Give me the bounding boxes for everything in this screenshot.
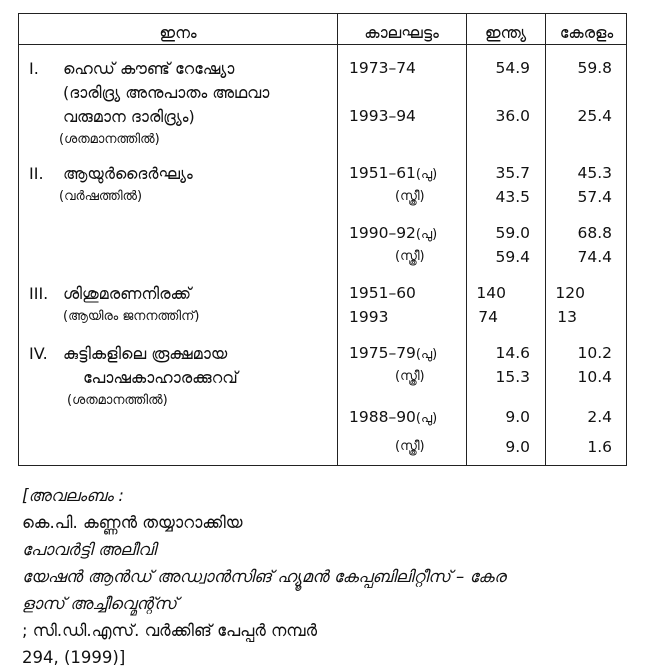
- period-cell: 1988–90(പു): [349, 408, 438, 426]
- kerala-value: 25.4: [577, 107, 612, 125]
- period-cell: 1973–74: [349, 59, 416, 77]
- section-title: ആയുർദൈർഘ്യം: [63, 164, 193, 183]
- india-value: 15.3: [495, 368, 530, 386]
- india-value: 54.9: [495, 59, 530, 77]
- gender-cell: (സ്ത്രീ): [395, 249, 425, 264]
- india-value: 140: [476, 284, 506, 302]
- header-item: ഇനം: [159, 23, 197, 42]
- kerala-value: 68.8: [577, 224, 612, 242]
- kerala-value: 13: [557, 308, 577, 326]
- period-cell: 1993: [349, 308, 389, 326]
- kerala-value: 1.6: [587, 438, 612, 456]
- kerala-value: 57.4: [577, 188, 612, 206]
- kerala-value: 2.4: [587, 408, 612, 426]
- citation-line: യേഷൻ ആൻഡ് അഡ്വാൻസിങ് ഹ്യൂമൻ കേപ്പബിലിറ്റീസ് – കേര: [22, 567, 506, 586]
- section-title: ശിശുമരണനിരക്ക്: [63, 284, 192, 303]
- india-value: 36.0: [495, 107, 530, 125]
- period-cell: 1951–60: [349, 284, 416, 302]
- statistics-table: [18, 13, 627, 466]
- kerala-value: 10.4: [577, 368, 612, 386]
- header-kerala: കേരളം: [559, 23, 614, 42]
- india-value: 35.7: [495, 164, 530, 182]
- india-value: 74: [478, 308, 498, 326]
- source-citation: [22, 482, 630, 671]
- period-cell: 1951–61(പു): [349, 164, 438, 182]
- section-numeral: IV.: [29, 344, 48, 363]
- india-value: 9.0: [505, 408, 530, 426]
- citation-line: 294, (1999)]: [22, 648, 126, 667]
- column-divider: [337, 14, 338, 465]
- india-value: 14.6: [495, 344, 530, 362]
- gender-cell: (സ്ത്രീ): [395, 439, 425, 454]
- citation-line: ളാസ് അച്ചീവ്മെന്റ്സ് ; സി.ഡി.എസ്. വർക്കിങ് പേപ്പർ നമ്പർ: [22, 594, 318, 640]
- header-divider: [19, 44, 626, 45]
- india-value: 43.5: [495, 188, 530, 206]
- kerala-value: 10.2: [577, 344, 612, 362]
- gender-cell: (സ്ത്രീ): [395, 189, 425, 204]
- india-value: 59.0: [495, 224, 530, 242]
- kerala-value: 59.8: [577, 59, 612, 77]
- header-india: ഇന്ത്യ: [484, 23, 527, 42]
- section-title: വരുമാന ദാരിദ്ര്യം): [63, 107, 195, 126]
- section-title: കുട്ടികളിലെ രൂക്ഷമായ: [63, 344, 228, 363]
- kerala-value: 120: [555, 284, 585, 302]
- section-unit: (ശതമാനത്തിൽ): [67, 393, 168, 408]
- section-unit: (വർഷത്തിൽ): [59, 189, 143, 204]
- period-cell: 1975–79(പു): [349, 344, 438, 362]
- period-cell: 1990–92(പു): [349, 224, 438, 242]
- kerala-value: 45.3: [577, 164, 612, 182]
- citation-line: [അവലംബം : കെ.പി. കണ്ണൻ തയ്യാറാക്കിയ പോവർട്ടി അലീവി: [22, 486, 243, 559]
- section-title: (ദാരിദ്ര്യ അനുപാതം അഥവാ: [63, 83, 270, 102]
- india-value: 9.0: [505, 438, 530, 456]
- period-cell: 1993–94: [349, 107, 416, 125]
- india-value: 59.4: [495, 248, 530, 266]
- section-unit: (ആയിരം ജനനത്തിന്): [63, 309, 200, 324]
- section-title: ഹെഡ് കൗണ്ട് റേഷ്യോ: [63, 59, 235, 78]
- header-period: കാലഘട്ടം: [364, 23, 439, 42]
- section-title: പോഷകാഹാരക്കുറവ്: [83, 368, 238, 387]
- gender-cell: (സ്ത്രീ): [395, 369, 425, 384]
- kerala-value: 74.4: [577, 248, 612, 266]
- section-numeral: III.: [29, 284, 49, 303]
- section-numeral: I.: [29, 59, 39, 78]
- section-unit: (ശതമാനത്തിൽ): [59, 132, 160, 147]
- section-numeral: II.: [29, 164, 44, 183]
